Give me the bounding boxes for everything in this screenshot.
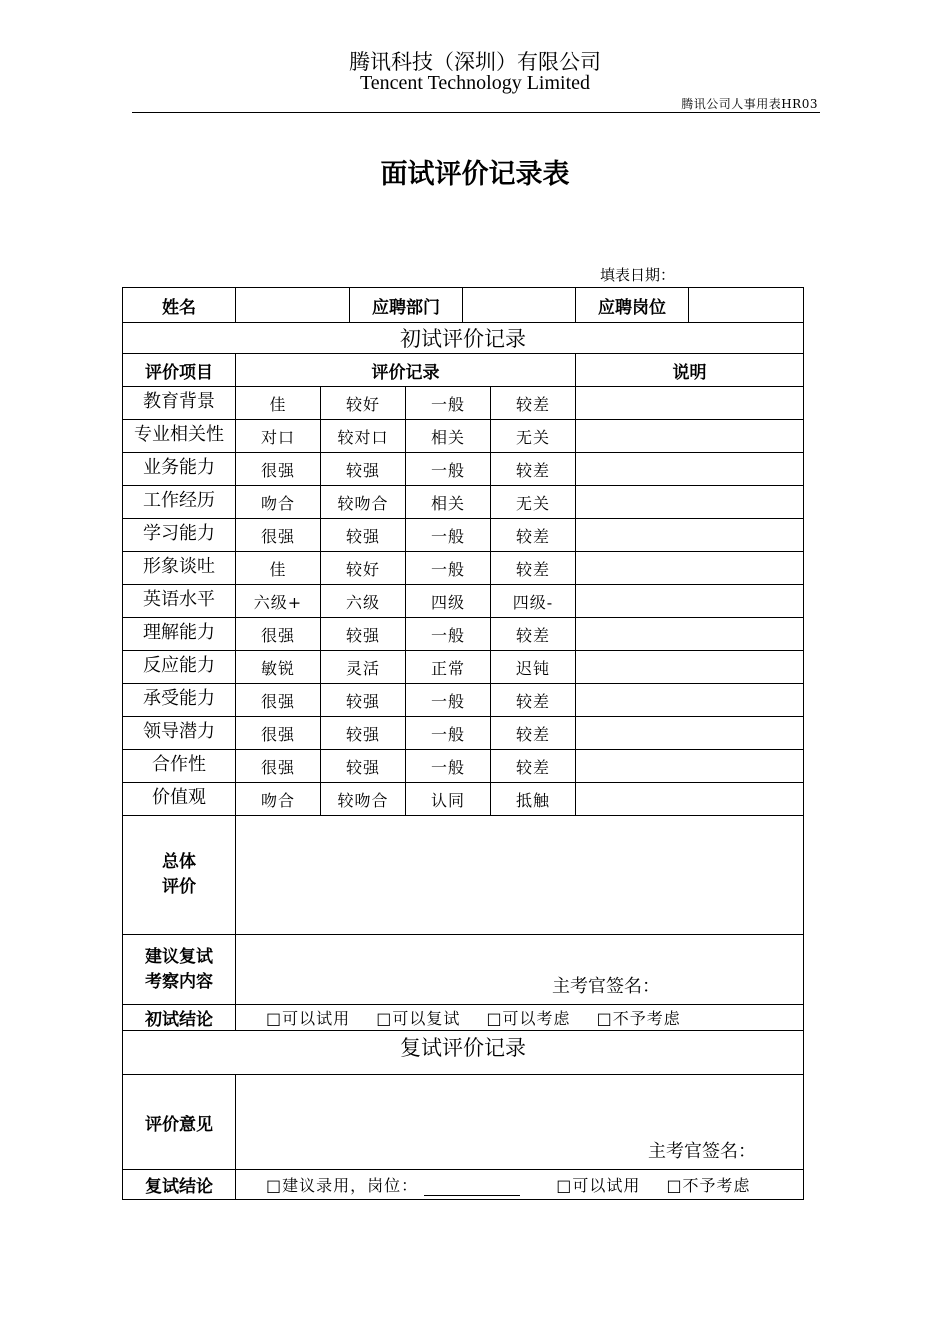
rating-option[interactable]: 一般: [406, 552, 491, 585]
column-header-item: 评价项目: [123, 354, 236, 387]
suggest-label-line-1: 建议复试: [145, 946, 213, 967]
evaluation-row: [123, 552, 804, 585]
evaluation-note-field[interactable]: [576, 651, 804, 684]
rating-option[interactable]: 一般: [406, 453, 491, 486]
name-field[interactable]: [236, 288, 350, 323]
evaluation-note-field[interactable]: [576, 486, 804, 519]
rating-option[interactable]: 很强: [236, 750, 321, 783]
hire-position-blank[interactable]: [424, 1179, 520, 1196]
column-header-note: 说明: [576, 354, 804, 387]
evaluation-item-label: 合作性: [123, 750, 236, 783]
suggested-reexam-field[interactable]: [236, 935, 804, 1005]
overall-evaluation-field[interactable]: [236, 816, 804, 935]
rating-option[interactable]: 一般: [406, 717, 491, 750]
evaluation-note-field[interactable]: [576, 519, 804, 552]
evaluation-row: [123, 618, 804, 651]
evaluation-item-label: 业务能力: [123, 453, 236, 486]
first-section-title: 初试评价记录: [123, 323, 804, 354]
column-header-record: 评价记录: [236, 354, 576, 387]
department-label: 应聘部门: [350, 288, 463, 323]
evaluation-item-label: 价值观: [123, 783, 236, 816]
evaluation-item-label: 领导潜力: [123, 717, 236, 750]
evaluation-row: [123, 651, 804, 684]
second-conclusion-row: [123, 1170, 804, 1200]
rating-option[interactable]: 很强: [236, 684, 321, 717]
rating-option[interactable]: 相关: [406, 486, 491, 519]
evaluation-item-label: 学习能力: [123, 519, 236, 552]
company-name-cn: 腾讯科技（深圳）有限公司: [349, 50, 601, 74]
rating-option[interactable]: 较强: [321, 618, 406, 651]
evaluation-note-field[interactable]: [576, 585, 804, 618]
first-conclusion-row: [123, 1005, 804, 1031]
rating-option[interactable]: 一般: [406, 519, 491, 552]
rating-option[interactable]: 一般: [406, 387, 491, 420]
evaluation-row: [123, 684, 804, 717]
evaluation-row: [123, 783, 804, 816]
evaluation-item-label: 形象谈吐: [123, 552, 236, 585]
first-section-column-headers: [123, 354, 804, 387]
position-field[interactable]: [689, 288, 804, 323]
overall-evaluation-label: [123, 816, 236, 935]
second-conclusion-options: [236, 1170, 804, 1200]
evaluation-row: [123, 519, 804, 552]
rating-option[interactable]: 较强: [321, 684, 406, 717]
rating-option[interactable]: 较差: [491, 717, 576, 750]
rating-option[interactable]: 认同: [406, 783, 491, 816]
rating-option[interactable]: 四级-: [491, 585, 576, 618]
evaluation-row: [123, 387, 804, 420]
evaluation-row: [123, 453, 804, 486]
second-interviewer-signature: 主考官签名：: [648, 1141, 756, 1162]
rating-option[interactable]: 较好: [321, 387, 406, 420]
company-name-en: Tencent Technology Limited: [359, 72, 591, 94]
applicant-info-row: [123, 288, 804, 323]
position-label: 应聘岗位: [576, 288, 689, 323]
first-section-title-row: [123, 323, 804, 354]
rating-option[interactable]: 灵活: [321, 651, 406, 684]
suggested-reexam-row: [123, 935, 804, 1005]
evaluation-row: [123, 420, 804, 453]
evaluation-item-label: 英语水平: [123, 585, 236, 618]
evaluation-row: [123, 750, 804, 783]
evaluation-item-label: 教育背景: [123, 387, 236, 420]
name-label: 姓名: [123, 288, 236, 323]
evaluation-note-field[interactable]: [576, 387, 804, 420]
evaluation-item-label: 理解能力: [123, 618, 236, 651]
rating-option[interactable]: 较差: [491, 618, 576, 651]
rating-option[interactable]: 敏锐: [236, 651, 321, 684]
rating-option[interactable]: 较差: [491, 453, 576, 486]
rating-option[interactable]: 迟钝: [491, 651, 576, 684]
evaluation-item-label: 工作经历: [123, 486, 236, 519]
rating-option[interactable]: 较吻合: [321, 486, 406, 519]
option-reject[interactable]: □不予考虑: [596, 1009, 681, 1028]
rating-option[interactable]: 较差: [491, 387, 576, 420]
evaluation-row: [123, 486, 804, 519]
evaluation-note-field[interactable]: [576, 420, 804, 453]
rating-option[interactable]: 无关: [491, 486, 576, 519]
second-section-title: 复试评价记录: [123, 1031, 804, 1075]
form-code: 腾讯公司人事用表HR03: [681, 97, 818, 111]
second-conclusion-label: 复试结论: [123, 1170, 236, 1200]
rating-option[interactable]: 较差: [491, 519, 576, 552]
suggest-label-line-2: 考察内容: [145, 971, 213, 992]
document-title: 面试评价记录表: [380, 159, 570, 190]
evaluation-note-field[interactable]: [576, 717, 804, 750]
rating-option[interactable]: 一般: [406, 684, 491, 717]
evaluation-item-label: 反应能力: [123, 651, 236, 684]
rating-option[interactable]: 较差: [491, 684, 576, 717]
option-trial[interactable]: □可以试用: [556, 1176, 641, 1195]
rating-option[interactable]: 六级+: [236, 585, 321, 618]
evaluation-row: [123, 717, 804, 750]
header-divider: [132, 112, 820, 113]
rating-option[interactable]: 较强: [321, 750, 406, 783]
rating-option[interactable]: 较吻合: [321, 783, 406, 816]
option-can-consider[interactable]: □可以考虑: [486, 1009, 571, 1028]
overall-label-line-2: 评价: [162, 877, 196, 897]
overall-evaluation-row: [123, 816, 804, 935]
rating-option[interactable]: 较对口: [321, 420, 406, 453]
overall-label-line-1: 总体: [162, 852, 196, 872]
evaluation-note-field[interactable]: [576, 552, 804, 585]
interview-evaluation-table: [122, 287, 804, 1200]
rating-option[interactable]: 佳: [236, 387, 321, 420]
evaluation-note-field[interactable]: [576, 684, 804, 717]
evaluation-note-field[interactable]: [576, 618, 804, 651]
evaluation-item-label: 专业相关性: [123, 420, 236, 453]
rating-option[interactable]: 六级: [321, 585, 406, 618]
evaluation-row: [123, 585, 804, 618]
rating-option[interactable]: 吻合: [236, 486, 321, 519]
suggested-reexam-label: [123, 935, 236, 1005]
rating-option[interactable]: 无关: [491, 420, 576, 453]
evaluation-note-field[interactable]: [576, 453, 804, 486]
rating-option[interactable]: 很强: [236, 453, 321, 486]
option-can-reexam[interactable]: □可以复试: [376, 1009, 461, 1028]
rating-option[interactable]: 正常: [406, 651, 491, 684]
evaluation-note-field[interactable]: [576, 750, 804, 783]
rating-option[interactable]: 较差: [491, 750, 576, 783]
rating-option[interactable]: 很强: [236, 618, 321, 651]
evaluation-opinion-label: 评价意见: [123, 1075, 236, 1170]
evaluation-item-label: 承受能力: [123, 684, 236, 717]
first-conclusion-options: [236, 1005, 804, 1031]
option-can-trial[interactable]: □可以试用: [266, 1009, 351, 1028]
option-no-consider[interactable]: □不予考虑: [666, 1176, 751, 1195]
rating-option[interactable]: 佳: [236, 552, 321, 585]
rating-option[interactable]: 抵触: [491, 783, 576, 816]
rating-option[interactable]: 较强: [321, 453, 406, 486]
rating-option[interactable]: 对口: [236, 420, 321, 453]
rating-option[interactable]: 吻合: [236, 783, 321, 816]
rating-option[interactable]: 相关: [406, 420, 491, 453]
evaluation-note-field[interactable]: [576, 783, 804, 816]
first-conclusion-label: 初试结论: [123, 1005, 236, 1031]
option-recommend-hire[interactable]: □建议录用，岗位：: [266, 1176, 419, 1195]
rating-option[interactable]: 较强: [321, 717, 406, 750]
rating-option[interactable]: 很强: [236, 717, 321, 750]
rating-option[interactable]: 较好: [321, 552, 406, 585]
rating-option[interactable]: 较强: [321, 519, 406, 552]
rating-option[interactable]: 较差: [491, 552, 576, 585]
first-interviewer-signature: 主考官签名：: [552, 976, 660, 997]
rating-option[interactable]: 一般: [406, 750, 491, 783]
rating-option[interactable]: 很强: [236, 519, 321, 552]
rating-option[interactable]: 四级: [406, 585, 491, 618]
rating-option[interactable]: 一般: [406, 618, 491, 651]
fill-date-label: 填表日期：: [600, 266, 676, 284]
department-field[interactable]: [463, 288, 576, 323]
second-section-title-row: [123, 1031, 804, 1075]
